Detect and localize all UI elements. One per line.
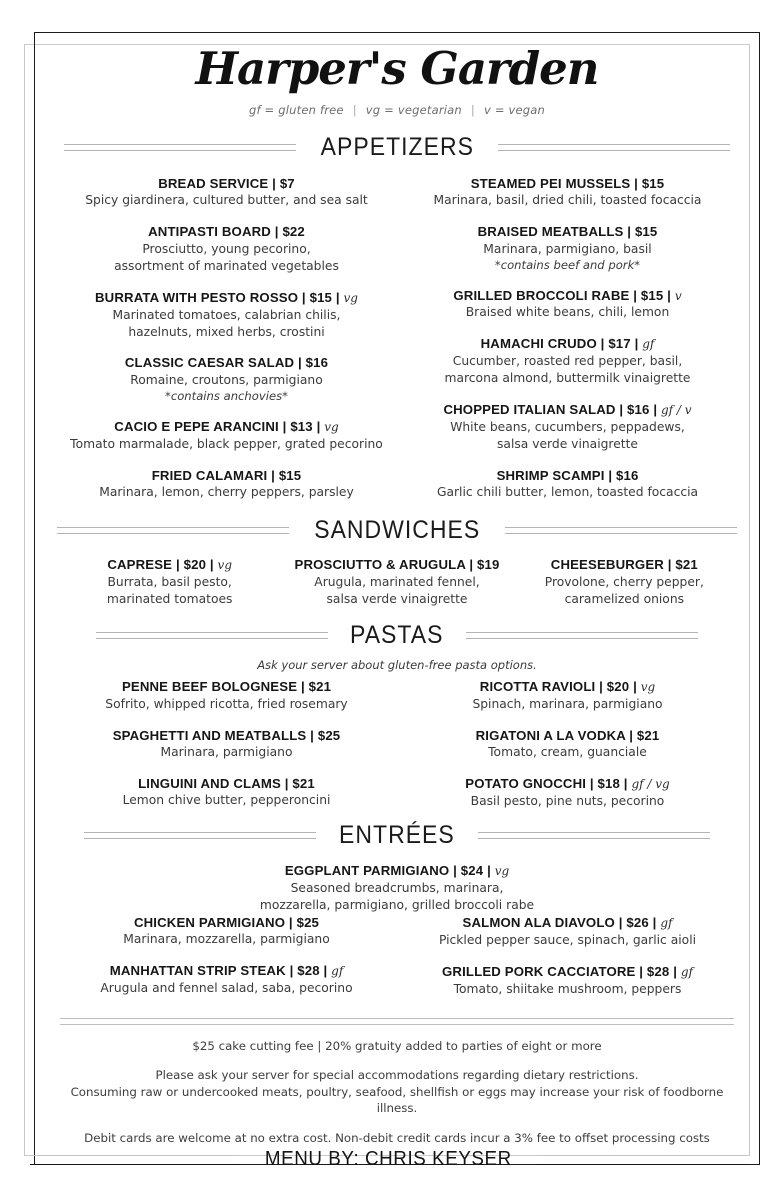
menu-item-description: salsa verde vinaigrette: [497, 436, 638, 451]
section-title: SANDWICHES: [313, 516, 481, 545]
appetizers-column-left: [56, 175, 397, 501]
menu-item-name: CHICKEN PARMIGIANO | $25: [133, 914, 320, 930]
menu-item-name: HAMACHI CRUDO | $17 | gf: [480, 336, 655, 352]
entrees-featured: [56, 862, 738, 914]
dietary-tag: vg: [636, 680, 656, 695]
pastas-columns: [56, 678, 738, 810]
menu-item-description: Burrata, basil pesto,: [107, 575, 232, 590]
menu-item-description: assortment of marinated vegetables: [114, 258, 339, 273]
legend-gf: gf = gluten free: [248, 102, 344, 117]
menu-item: [56, 862, 738, 914]
menu-item-name: BREAD SERVICE | $7: [158, 175, 295, 191]
footer-dietary-line-1: Please ask your server for special accommodations regarding dietary restrictions.: [155, 1068, 639, 1083]
menu-item-description: Spicy giardinera, cultured butter, and sea salt: [85, 193, 368, 208]
menu-item-name: CLASSIC CAESAR SALAD | $16: [124, 355, 329, 371]
dietary-tag: vg: [339, 290, 358, 305]
menu-item-description: Marinara, parmigiano, basil: [483, 241, 652, 256]
pastas-column-right: [397, 678, 738, 810]
dietary-tag: vg: [320, 419, 339, 434]
heading-rule-left: [96, 632, 328, 639]
menu-item-name: SALMON ALA DIAVOLO | $26 | gf: [462, 914, 673, 930]
credit-rule-right: [537, 1155, 746, 1165]
menu-item: [397, 678, 738, 713]
section-title: PASTAS: [350, 621, 444, 650]
menu-item: [397, 775, 738, 810]
menu-item-description: Garlic chili butter, lemon, toasted focaccia: [436, 485, 699, 500]
menu-item: [397, 914, 738, 949]
menu-item: [397, 335, 738, 387]
menu-item-name: RIGATONI A LA VODKA | $21: [475, 727, 660, 743]
menu-item-name: ANTIPASTI BOARD | $22: [148, 224, 305, 240]
restaurant-logo: Harper's Garden: [195, 42, 599, 95]
menu-item-name: GRILLED PORK CACCIATORE | $28 | gf: [442, 963, 693, 979]
sandwiches-columns: [56, 556, 738, 608]
menu-item: [56, 914, 397, 948]
entrees-column-left: [56, 914, 397, 998]
menu-item-description: mozzarella, parmigiano, grilled broccoli rabe: [259, 897, 535, 912]
menu-item-name: CACIO E PEPE ARANCINI | $13 | vg: [114, 418, 339, 434]
menu-item-name: POTATO GNOCCHI | $18 | gf / vg: [465, 776, 670, 792]
sandwiches-column-3: [511, 556, 738, 608]
menu-item-name: SHRIMP SCAMPI | $16: [496, 467, 639, 483]
menu-item: [511, 556, 738, 607]
menu-item: [56, 556, 283, 608]
heading-rule-left: [57, 527, 289, 534]
credit-text: MENU BY: CHRIS KEYSER: [264, 1148, 512, 1170]
menu-item-description: Provolone, cherry pepper,: [544, 574, 704, 589]
menu-item-name: STEAMED PEI MUSSELS | $15: [470, 175, 665, 191]
footer-fees: $25 cake cutting fee | 20% gratuity added to parties of eight or more: [192, 1038, 602, 1053]
menu-item-description: Tomato, shiitake mushroom, peppers: [453, 981, 682, 996]
dietary-tag: gf / v: [657, 403, 692, 418]
section-heading-appetizers: [56, 133, 738, 162]
dietary-tag: vg: [213, 558, 232, 573]
appetizers-column-right: [397, 175, 738, 501]
sandwiches-column-1: [56, 556, 283, 608]
menu-item-description: Romaine, croutons, parmigiano: [130, 372, 323, 387]
menu-item-name: CHEESEBURGER | $21: [550, 557, 698, 573]
dietary-tag: gf: [656, 915, 673, 930]
menu-item: [56, 727, 397, 761]
menu-item-description: Marinara, lemon, cherry peppers, parsley: [99, 484, 354, 499]
section-heading-entrees: [56, 821, 738, 850]
menu-item-name: LINGUINI AND CLAMS | $21: [138, 775, 315, 791]
menu-item-description: Pickled pepper sauce, spinach, garlic aioli: [438, 932, 697, 947]
section-sandwiches: [56, 516, 738, 608]
entrees-column-right: [397, 914, 738, 998]
section-title: APPETIZERS: [320, 132, 474, 161]
menu-item-name: CAPRESE | $20 | vg: [107, 557, 232, 573]
menu-item-name: EGGPLANT PARMIGIANO | $24 | vg: [284, 863, 510, 879]
menu-item-name: SPAGHETTI AND MEATBALLS | $25: [112, 727, 341, 743]
dietary-tag: v: [671, 288, 682, 303]
footer-payment: Debit cards are welcome at no extra cost. Non-debit credit cards incur a 3% fee to offset processing costs: [84, 1130, 710, 1145]
pastas-note: Ask your server about gluten-free pasta options.: [257, 658, 537, 673]
menu-item: [397, 963, 738, 998]
menu-item-description: salsa verde vinaigrette: [326, 591, 468, 606]
menu-item: [397, 223, 738, 272]
menu-item-name: BRAISED MEATBALLS | $15: [477, 224, 658, 240]
entrees-body: [56, 862, 738, 997]
menu-item-name: GRILLED BROCCOLI RABE | $15 | v: [453, 287, 682, 303]
menu-item-description: hazelnuts, mixed herbs, crostini: [128, 324, 325, 339]
menu-item-description: Marinated tomatoes, calabrian chilis,: [112, 307, 341, 322]
section-heading-sandwiches: [56, 516, 738, 545]
menu-item-description: marcona almond, buttermilk vinaigrette: [444, 371, 691, 386]
menu-item-description: Basil pesto, pine nuts, pecorino: [470, 794, 665, 809]
menu-item: [56, 418, 397, 453]
heading-rule-right: [478, 832, 710, 839]
dietary-legend: [56, 103, 738, 117]
menu-item: [283, 556, 510, 607]
menu-item-description: Marinara, mozzarella, parmigiano: [123, 932, 330, 947]
dietary-tag: vg: [490, 864, 510, 879]
menu-item-description: marinated tomatoes: [106, 592, 233, 607]
credit-rule-left: [30, 1155, 239, 1165]
heading-rule-left: [84, 832, 316, 839]
pastas-column-left: [56, 678, 397, 810]
menu-item: [397, 467, 738, 501]
legend-separator-1: |: [352, 102, 357, 117]
menu-item: [56, 678, 397, 712]
menu-item-description: Marinara, basil, dried chili, toasted focaccia: [433, 193, 702, 208]
appetizers-columns: [56, 175, 738, 501]
menu-item-name: PENNE BEEF BOLOGNESE | $21: [121, 679, 332, 695]
heading-rule-right: [498, 144, 730, 151]
menu-item: [397, 175, 738, 209]
menu-item-name: BURRATA WITH PESTO ROSSO | $15 | vg: [95, 289, 358, 305]
footer: [56, 1038, 738, 1147]
section-title: ENTRÉES: [339, 821, 455, 850]
legend-separator-2: |: [470, 102, 475, 117]
menu-item-description: Sofrito, whipped ricotta, fried rosemary: [105, 696, 348, 711]
menu-item: [56, 175, 397, 209]
section-pastas: [56, 621, 738, 810]
dietary-tag: gf / vg: [627, 777, 670, 792]
menu-item: [56, 962, 397, 997]
menu-item-name: MANHATTAN STRIP STEAK | $28 | gf: [109, 963, 344, 979]
menu-item-description: Braised white beans, chili, lemon: [465, 305, 670, 320]
menu-item-description: Arugula, marinated fennel,: [314, 574, 480, 589]
section-entrees: [56, 821, 738, 997]
footer-spacer-1: [56, 1054, 738, 1067]
legend-v: v = vegan: [483, 102, 546, 117]
menu-item-name: RICOTTA RAVIOLI | $20 | vg: [479, 679, 656, 695]
masthead: [56, 42, 738, 117]
credit-bar: [0, 1148, 776, 1171]
menu-item-description: caramelized onions: [564, 591, 685, 606]
menu-item-note: *contains anchovies*: [165, 388, 288, 403]
menu-item-description: Spinach, marinara, parmigiano: [472, 696, 663, 711]
menu-item-name: PROSCIUTTO & ARUGULA | $19: [294, 557, 500, 573]
menu-item-description: Tomato, cream, guanciale: [488, 745, 647, 760]
section-appetizers: [56, 133, 738, 501]
menu-item-description: Marinara, parmigiano: [160, 744, 293, 759]
menu-item: [56, 223, 397, 274]
dietary-tag: gf: [677, 964, 693, 979]
menu-item-name: FRIED CALAMARI | $15: [151, 467, 302, 483]
menu-item: [56, 467, 397, 501]
menu-item-description: Prosciutto, young pecorino,: [142, 241, 311, 256]
menu-item-description: Lemon chive butter, pepperoncini: [122, 793, 331, 808]
section-heading-pastas: [56, 621, 738, 650]
heading-rule-right: [466, 632, 698, 639]
menu-sheet: [34, 32, 760, 1165]
menu-item: [56, 775, 397, 809]
menu-item: [397, 727, 738, 761]
menu-item-description: White beans, cucumbers, peppadews,: [450, 419, 685, 434]
menu-item: [56, 289, 397, 341]
menu-item-description: Tomato marmalade, black pepper, grated pecorino: [70, 436, 383, 451]
menu-item: [397, 401, 738, 453]
entrees-columns: [56, 914, 738, 998]
menu-item-name: CHOPPED ITALIAN SALAD | $16 | gf / v: [443, 402, 692, 418]
sandwiches-column-2: [283, 556, 510, 608]
menu-item-description: Seasoned breadcrumbs, marinara,: [290, 881, 504, 895]
dietary-tag: gf: [638, 337, 655, 352]
footer-spacer-2: [56, 1117, 738, 1130]
legend-vg: vg = vegetarian: [365, 102, 462, 117]
footer-dietary-line-2: Consuming raw or undercooked meats, poultry, seafood, shellfish or eggs may increase your risk of foodborne illness.: [70, 1084, 724, 1116]
footer-rule: [60, 1018, 734, 1025]
heading-rule-left: [64, 144, 296, 151]
menu-item-description: Cucumber, roasted red pepper, basil,: [452, 354, 683, 369]
menu-item-description: Arugula and fennel salad, saba, pecorino: [100, 981, 353, 996]
menu-item-note: *contains beef and pork*: [494, 257, 641, 272]
heading-rule-right: [505, 527, 737, 534]
dietary-tag: gf: [327, 964, 344, 979]
menu-item: [397, 287, 738, 322]
menu-item: [56, 354, 397, 403]
